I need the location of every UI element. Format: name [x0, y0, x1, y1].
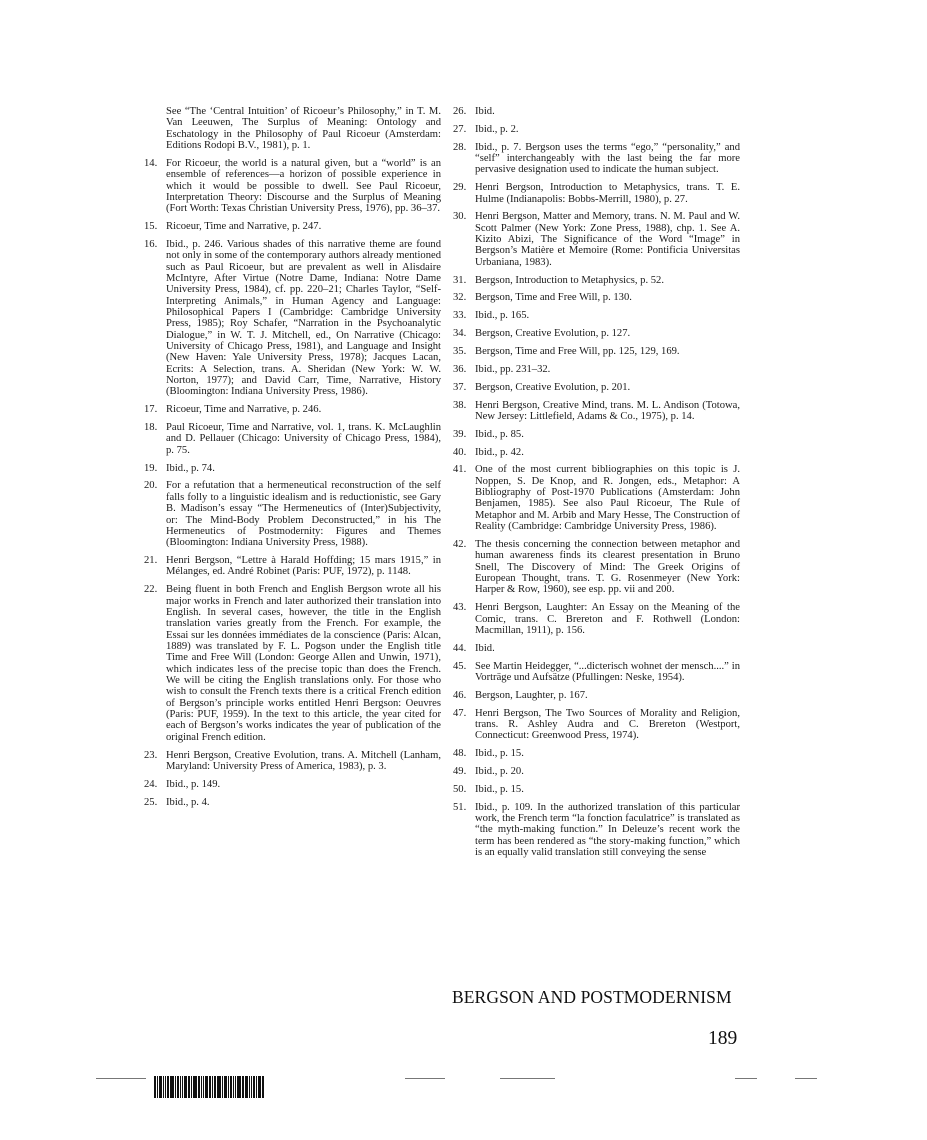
right-notes-column [453, 106, 740, 865]
footnote-number: 42. [453, 538, 467, 550]
footnote [453, 539, 740, 596]
footnote [453, 310, 740, 321]
footnote-text: Bergson, Creative Evolution, p. 127. [475, 328, 631, 340]
footnote-text: Ricoeur, Time and Narrative, p. 247. [166, 221, 322, 233]
footnote [144, 422, 441, 456]
footnote-number: 21. [144, 555, 158, 567]
footnote-number: 26. [453, 106, 467, 117]
footnote [144, 239, 441, 398]
footnote-text: See Martin Heidegger, “...dicterisch wohnet der mensch....” in Vorträge und Aufsätze (Pfullingen: Neske, 1954). [475, 660, 740, 683]
footnote [144, 106, 441, 151]
scan-artifact-line [405, 1078, 445, 1079]
footnote [144, 404, 441, 415]
footnote-number: 40. [453, 446, 467, 458]
footnote [453, 661, 740, 684]
footnote-text: See “The ‘Central Intuition’ of Ricoeur’s Philosophy,” in T. M. Van Leeuwen, The Surplus of Meaning: Ontology and Eschatology in the Philosophy of Paul Ricoeur (Amsterdam: Editions Rodopi B.V., 1981), p. 1. [166, 106, 441, 152]
footnote [453, 106, 740, 117]
footnote [453, 602, 740, 636]
footnote-text: Henri Bergson, Laughter: An Essay on the Meaning of the Comic, trans. C. Brereton and F. Rothwell (London: Macmillan, 1911), p. 156. [475, 602, 740, 636]
footnote-text: Bergson, Time and Free Will, p. 130. [475, 292, 632, 304]
footnote [144, 779, 441, 790]
footnote-text: Ibid., p. 7. Bergson uses the terms “ego,” “personality,” and “self” interchangeably with the last being the far more pervasive designation used to indicate the human subject. [475, 141, 740, 176]
footnote [453, 292, 740, 303]
footnote-text: Henri Bergson, Creative Mind, trans. M. L. Andison (Totowa, New Jersey: Littlefield, Adams & Co., 1975), p. 14. [475, 399, 740, 422]
footnote-number: 49. [453, 765, 467, 777]
footnote-number: 27. [453, 123, 467, 135]
footnote [453, 464, 740, 532]
footnote-number: 32. [453, 292, 467, 304]
footnote-text: Ibid., pp. 231–32. [475, 363, 551, 375]
footnote [453, 643, 740, 654]
footnote-text: Ibid. [475, 106, 495, 117]
scan-barcode [154, 1076, 330, 1098]
footnote-text: Ibid., p. 4. [166, 796, 210, 808]
footnote-number: 44. [453, 642, 467, 654]
footnote-number: 31. [453, 274, 467, 286]
footnote-number: 51. [453, 801, 467, 813]
page-number: 189 [708, 1028, 738, 1049]
footnote [453, 275, 740, 286]
footnote-text: Ibid., p. 15. [475, 748, 524, 760]
footnote [144, 555, 441, 578]
footnote-text: Ricoeur, Time and Narrative, p. 246. [166, 404, 322, 416]
footnote [453, 400, 740, 423]
footnote [453, 429, 740, 440]
footnote [453, 784, 740, 795]
footnote-number: 18. [144, 422, 158, 434]
footnote-text: Henri Bergson, The Two Sources of Morality and Religion, trans. R. Ashley Audra and C. Brereton (Westport, Connecticut: Greenwood Press, 1974). [475, 707, 740, 742]
scan-artifact-line [500, 1078, 555, 1079]
footnote [144, 480, 441, 548]
footnote-text: For Ricoeur, the world is a natural given, but a “world” is an ensemble of references—a horizon of possible experience in which it would be possible to dwell. See Paul Ricoeur, Interpretation Theory: Discourse and the Surplus of Meaning (Fort Worth: Texas Christian University Press, 1976), pp. 36–37. [166, 157, 441, 215]
footnote [453, 364, 740, 375]
footnote-text: Bergson, Laughter, p. 167. [475, 689, 588, 701]
footnote-text: Henri Bergson, Creative Evolution, trans. A. Mitchell (Lanham, Maryland: University Press of America, 1983), p. 3. [166, 749, 441, 772]
footnote-number: 41. [453, 464, 467, 476]
footnote-number: 23. [144, 749, 158, 761]
footnote-text: Ibid., p. 20. [475, 765, 524, 777]
footnote-text: Bergson, Introduction to Metaphysics, p. 52. [475, 274, 665, 286]
footnote [453, 690, 740, 701]
footnote-number: 47. [453, 707, 467, 719]
footnote-number: 33. [453, 310, 467, 322]
footnote-number: 37. [453, 381, 467, 393]
scan-artifact-line [795, 1078, 817, 1079]
footnote-text: One of the most current bibliographies on this topic is J. Noppen, S. De Knop, and R. Jongen, eds., Metaphor: A Bibliography of Post-1970 Publications (Amsterdam: John Benjamen, 1985). See also Paul Ricoeur, The Rule of Metaphor and M. Arbib and Mary Hesse, The Construction of Reality (Cambridge: Cambridge University Press, 1986). [475, 464, 740, 533]
footnote-number: 17. [144, 404, 158, 416]
footnote-text: Henri Bergson, “Lettre à Harald Hoffding; 15 mars 1915,” in Mélanges, ed. André Robinet (Paris: PUF, 1972), p. 1148. [166, 555, 441, 578]
scan-artifact-line [96, 1078, 146, 1079]
footnote-number: 46. [453, 689, 467, 701]
footnote-text: Ibid., p. 149. [166, 778, 221, 790]
footnote-number: 14. [144, 157, 158, 169]
footnote-text: Henri Bergson, Matter and Memory, trans. N. M. Paul and W. Scott Palmer (New York: Zone Press, 1988), chp. 1. See A. Kizito Abizi, The Significance of the Word “Image” in Bergson’s Matière et Memoire (Rome: Pontificia Universitas Urbaniana, 1983). [475, 211, 740, 268]
footnote-number: 38. [453, 399, 467, 411]
footnote-number [144, 106, 166, 151]
footnote-number: 30. [453, 211, 467, 223]
footnote [453, 802, 740, 859]
footnote-number: 22. [144, 584, 158, 596]
footnote-text: Being fluent in both French and English Bergson wrote all his major works in French and later authorized their translation into English. In several cases, however, the title in the English translation varies greatly from the French. For example, the Essai sur les données immédiates de la conscience (Paris: Alcan, 1889) was translated by F. L. Pogson under the English title Time and Free Will (London: George Allen and Unwin, 1971), which indicates less of the precise topic than does the French. We will be citing the English translations only. For those who wish to consult the French texts there is a critical French edition of Bergson’s principle works entitled Henri Bergson: Oeuvres (Paris: PUF, 1959). In the text to this article, the year cited for each of Bergson’s works indicates the year of publication of the original French edition. [166, 584, 441, 743]
footnote [144, 221, 441, 232]
footnote-number: 20. [144, 480, 158, 492]
footnote-number: 50. [453, 783, 467, 795]
footnote [453, 708, 740, 742]
footnote-number: 34. [453, 328, 467, 340]
footnote-text: Ibid., p. 15. [475, 783, 524, 795]
footnote-text: Ibid., p. 85. [475, 428, 524, 440]
scan-artifact-line [735, 1078, 757, 1079]
footnote-text: The thesis concerning the connection between metaphor and human awareness finds its clearest presentation in Bruno Snell, The Discovery of Mind: The Greek Origins of European Thought, trans. T. G. Rosenmeyer (New York: Harper & Row, 1960), see esp. pp. vii and 200. [475, 538, 740, 596]
footnote-text: Ibid., p. 165. [475, 310, 530, 322]
footnote-number: 15. [144, 221, 158, 233]
footnote [453, 346, 740, 357]
footnote [453, 182, 740, 205]
footnote [453, 447, 740, 458]
footnote-number: 43. [453, 602, 467, 614]
footnote-text: Bergson, Creative Evolution, p. 201. [475, 381, 631, 393]
footnote-text: For a refutation that a hermeneutical reconstruction of the self falls folly to a linguistic idealism and is reductionistic, see Gary B. Madison’s essay “The Hermeneutics of (Inter)Subjectivity, or: The Mind-Body Problem Deconstructed,” in his The Hermeneutics of Postmodernity: Figures and Themes (Bloomington: Indiana University Press, 1988). [166, 480, 441, 549]
footnote-number: 36. [453, 363, 467, 375]
footnote-text: Bergson, Time and Free Will, pp. 125, 129, 169. [475, 346, 680, 357]
footnote [453, 211, 740, 268]
footnote-text: Henri Bergson, Introduction to Metaphysics, trans. T. E. Hulme (Indianapolis: Bobbs-Merrill, 1980), p. 27. [475, 182, 740, 205]
footnote [144, 158, 441, 215]
footnote-number: 25. [144, 796, 158, 808]
footnote-text: Ibid., p. 74. [166, 462, 215, 474]
footnote [144, 584, 441, 743]
footnote [144, 797, 441, 808]
footnote-text: Ibid., p. 42. [475, 446, 524, 458]
footnote-text: Ibid., p. 246. Various shades of this narrative theme are found not only in some of the contemporary authors already mentioned such as Paul Ricoeur, but are prevalent as well in Alisdaire McIntyre, After Virtue (Notre Dame, Indiana: Notre Dame University Press, 1984), cf. pp. 220–21; Charles Taylor, “Self-Interpreting Animals,” in Human Agency and Language: Philosophical Papers I (Cambridge: Cambridge University Press, 1985); Roy Schafer, “Narration in the Psychoanalytic Dialogue,” in W. T. J. Mitchell, ed., On Narrative (Chicago: University of Chicago Press, 1981), and Language and Insight (New Haven: Yale University Press, 1978); Jacques Lacan, Ecrits: A Selection, trans. A. Sheridan (New York: W. W. Norton, 1977); and David Carr, Time, Narrative, History (Bloomington: Indiana University Press, 1986). [166, 238, 441, 398]
footnote-number: 48. [453, 748, 467, 760]
footnote [453, 328, 740, 339]
footnote [144, 750, 441, 773]
footnote [453, 382, 740, 393]
footnote-number: 35. [453, 346, 467, 357]
footnote [453, 142, 740, 176]
footnote [144, 463, 441, 474]
footnote [453, 748, 740, 759]
footnote-number: 19. [144, 462, 158, 474]
footnote [453, 766, 740, 777]
footnote [453, 124, 740, 135]
footnote-number: 24. [144, 778, 158, 790]
footnote-text: Ibid., p. 109. In the authorized translation of this particular work, the French term “la fonction faculatrice” is translated as “the myth-making function.” In Deleuze’s recent work the term has been rendered as “the story-making function,” which is an equally valid translation still conveying the sense [475, 801, 740, 859]
footnote-number: 45. [453, 660, 467, 672]
left-notes-column [144, 106, 441, 814]
footnote-number: 16. [144, 238, 158, 250]
footnote-text: Paul Ricoeur, Time and Narrative, vol. 1, trans. K. McLaughlin and D. Pellauer (Chicago: University of Chicago Press, 1984), p. 75. [166, 422, 441, 456]
footnote-number: 39. [453, 428, 467, 440]
footnote-text: Ibid., p. 2. [475, 123, 519, 135]
running-head: BERGSON AND POSTMODERNISM [452, 987, 732, 1007]
footnote-number: 28. [453, 141, 467, 153]
footnote-text: Ibid. [475, 642, 495, 654]
footnote-number: 29. [453, 182, 467, 194]
